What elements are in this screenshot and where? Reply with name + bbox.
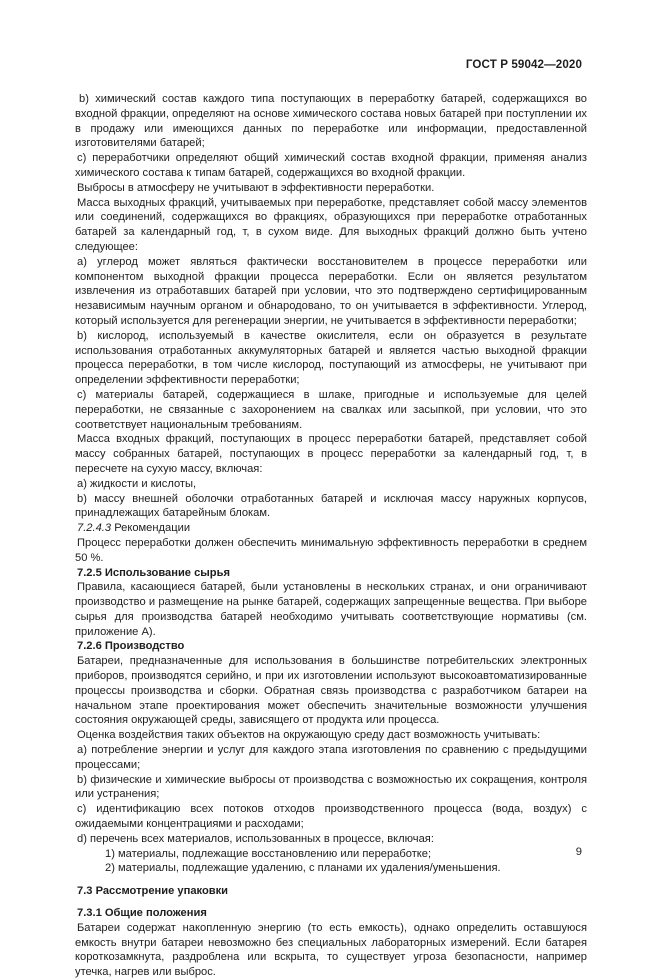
subsection-number: 7.2.4.3 [77,522,112,535]
section-heading-7-3-1: 7.3.1 Общие положения [77,907,207,920]
document-code-header: ГОСТ Р 59042—2020 [465,58,582,71]
section-heading-7-3: 7.3 Рассмотрение упаковки [77,885,229,898]
paragraph-list-item-d: d) перечень всех материалов, использованных в процессе, включая: [77,832,434,845]
paragraph-list-item-b: b) физические и химические выбросы от производства с возможностью их сокращения, контроля или устранения; [75,773,587,801]
paragraph: Батареи, предназначенные для использования в большинстве потребительских электронных приборов, производятся серийно, и при их изготовлении используют высокоавтоматизированные процессы производства и сборки. Обратная связь производства с разработчиком батареи на начальном этапе проектирования может обеспечить значительные возможности улучшения состояния окружающей среды, зависящего от продукта или процесса. [75,655,587,727]
paragraph-list-item-a: a) потребление энергии и услуг для каждого этапа изготовления по сравнению с предыдущими процессами; [75,744,587,771]
paragraph-text: b) химический состав каждого типа поступающих в переработку батарей, содержащихся во входной фракции, определяют на основе химического состава новых батарей при поступлении их в продажу или имеющихся данных по переработке или информации, предоставленной изготовителями батарей; [75,93,587,150]
paragraph-list-item-c: c) идентификацию всех потоков отходов производственного процесса (вода, воздух) с ожидаемыми концентрациями и расходами; [75,803,587,831]
paragraph-list-item-c: c) материалы батарей, содержащиеся в шлаке, пригодные и используемые для целей переработки, не связанные с захоронением на свалках или засыпкой, при условии, что это соответствует национальным требованиям. [75,388,587,431]
paragraph: Масса входных фракций, поступающих в процесс переработки батарей, представляет собой массу собранных батарей, поступающих в процесс переработки за календарный год, т, в пересчете на сухую массу, включая: [75,433,587,475]
paragraph-list-item-a: a) жидкости и кислоты, [77,477,197,490]
section-heading-7-2-6: 7.2.6 Производство [77,640,185,653]
paragraph: Батареи содержат накопленную энергию (то есть емкость), однако определить оставшуюся емкость внутри батареи невозможно без специальных лабораторных измерений. Если батарея короткозамкнута, раздроблена или вскрыта, то существует угроза безопасности, например утечка, нагрев или выброс. [75,921,587,979]
section-heading-7-2-5: 7.2.5 Использование сырья [77,566,230,579]
paragraph-list-item-a: a) углерод может являться фактически восстановителем в процессе переработки или компонентом выходной фракции процесса переработки. Если он является результатом извлечения из отработавших батарей при условии, что это подтверждено сертифицированным независимым научным органом и обнародовано, то он учитывается в эффективности. Углерод, который используется для регенерации энергии, не учитывается в эффективности переработки; [75,255,587,327]
document-body [75,92,587,980]
paragraph-list-item-b: b) кислород, используемый в качестве окислителя, если он образуется в результате использования отработанных аккумуляторных батарей и является частью выходной фракции процесса переработки, в том числе кислород, поступающий из атмосферы, не учитывают при определении эффективности переработки; [75,329,587,387]
paragraph: Процесс переработки должен обеспечить минимальную эффективность переработки в среднем 50 %. [75,536,587,564]
paragraph-list-item-b: b) массу внешней оболочки отработанных батарей и исключая массу наружных корпусов, принадлежащих батарейным блокам. [75,492,587,520]
paragraph: Выбросы в атмосферу не учитывают в эффективности переработки. [77,181,435,194]
subsection-heading [75,521,587,536]
page-number: 9 [575,846,582,858]
paragraph-sublist-item-1: 1) материалы, подлежащие восстановлению или переработке; [105,847,432,860]
paragraph: Оценка воздействия таких объектов на окружающую среду даст возможность учитывать: [77,729,541,742]
paragraph-sublist-item-2: 2) материалы, подлежащие удалению, с планами их удаления/уменьшения. [105,862,501,875]
paragraph-list-item-c [75,151,587,181]
paragraph: Масса выходных фракций, учитываемых при переработке, представляет собой массу элементов или соединений, содержащихся во фракциях, образующихся при переработке отработанных батарей за календарный год, т, в сухом виде. Для выходных фракций должно быть учтено следующее: [75,196,587,253]
paragraph: Правила, касающиеся батарей, были установлены в нескольких странах, и они ограничивают производство и размещение на рынке батарей, содержащих запрещенные вещества. При выборе сырья для производства батарей необходимо учитывать соответствующие нормативы (см. приложение А). [75,581,587,638]
subsection-title: Рекомендации [114,522,191,535]
paragraph-text: c) переработчики определяют общий химический состав входной фракции, применяя анализ химического состава к типам батарей, содержащихся во входной фракции. [75,152,587,179]
paragraph-list-item-b [75,92,587,151]
